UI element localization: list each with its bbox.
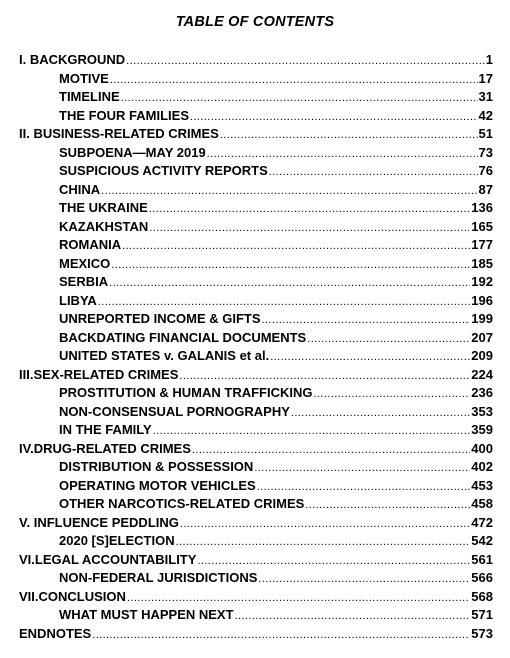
toc-page-number: 17 [478,70,493,86]
dot-leader [254,459,470,477]
dot-leader [307,330,470,348]
toc-entry-title: II. BUSINESS-RELATED CRIMES [19,126,219,141]
dot-leader [101,182,477,200]
dot-leader [291,404,470,422]
dot-leader [109,274,470,292]
dot-leader [149,219,470,237]
toc-page-number: 573 [471,625,493,641]
toc-subsection-entry[interactable] [59,329,493,348]
toc-subsection-entry[interactable] [59,236,493,255]
toc-entry-title: SUBPOENA—MAY 2019 [59,144,206,160]
toc-page-number: 76 [478,163,493,178]
toc-section-entry[interactable] [19,366,493,385]
toc-entry-title: IV.DRUG-RELATED CRIMES [19,440,191,456]
toc-section-entry[interactable] [19,440,493,459]
toc-page-number: 359 [471,422,493,437]
toc-page-number: 136 [471,200,493,215]
toc-subsection-entry[interactable] [59,384,493,403]
toc-subsection-entry[interactable] [59,162,493,181]
toc-section-entry[interactable] [19,588,493,607]
dot-leader [126,52,485,70]
dot-leader [127,589,470,607]
dot-leader [92,626,470,644]
dot-leader [257,478,471,496]
toc-entry-title: THE UKRAINE [59,200,148,215]
toc-section-entry[interactable] [19,625,493,644]
toc-page-number: 472 [471,514,493,530]
toc-page-number: 177 [471,237,493,252]
toc-page-number: 236 [471,385,493,400]
toc-section-entry[interactable] [19,514,493,533]
toc-page-number: 453 [471,477,493,493]
toc-entry-title: SERBIA [59,274,109,289]
toc-entry-title: CHINA [59,181,101,197]
toc-subsection-entry[interactable] [59,70,493,89]
toc-page-number: 402 [471,459,493,474]
toc-entry-title: BACKDATING FINANCIAL DOCUMENTS [59,329,307,345]
toc-entry-title: MEXICO [59,255,111,271]
toc-title: TABLE OF CONTENTS [175,14,335,30]
toc-entry-title: UNREPORTED INCOME & GIFTS [59,311,261,326]
toc-section-entry[interactable] [19,51,493,70]
toc-entry-title: 2020 [S]ELECTION [59,533,175,548]
toc-subsection-entry[interactable] [59,255,493,274]
toc-entry-title: IN THE FAMILY [59,422,152,437]
toc-entry-title: SUSPICIOUS ACTIVITY REPORTS [59,163,268,178]
toc-subsection-entry[interactable] [59,199,493,218]
toc-page-number: 209 [471,348,493,363]
toc-page-number: 185 [471,255,493,271]
toc-entry-title: ENDNOTES [19,625,92,641]
toc-section-entry[interactable] [19,125,493,144]
dot-leader [313,385,470,403]
dot-leader [190,108,478,126]
dot-leader [149,200,470,218]
dot-leader [176,533,471,551]
toc-page-number: 566 [471,570,493,585]
toc-entry-title: OPERATING MOTOR VEHICLES [59,477,256,493]
dot-leader [179,367,470,385]
toc-entry-title: UNITED STATES v. GALANIS et al. [59,348,270,363]
dot-leader [180,515,470,533]
toc-page-number: 87 [478,181,493,197]
dot-leader [207,145,478,163]
dot-leader [235,607,471,625]
toc-page-number: 73 [478,144,493,160]
toc-page-number: 400 [471,440,493,456]
toc-subsection-entry[interactable] [59,458,493,477]
toc-page-number: 196 [471,292,493,308]
dot-leader [258,570,470,588]
toc-page-number: 51 [478,126,493,141]
dot-leader [153,422,471,440]
toc-page-number: 568 [471,588,493,604]
toc-page-number: 1 [485,52,493,67]
dot-leader [110,71,478,89]
dot-leader [305,496,470,514]
toc-entry-title: LIBYA [59,292,97,308]
toc-subsection-entry[interactable] [59,403,493,422]
toc-page-number: 353 [471,403,493,419]
dot-leader [262,311,471,329]
toc-subsection-entry[interactable] [59,347,493,366]
toc-entry-title: MOTIVE [59,70,109,86]
dot-leader [98,293,470,311]
toc-page-number: 224 [471,366,493,382]
toc-subsection-entry[interactable] [59,107,493,126]
toc-entry-title: WHAT MUST HAPPEN NEXT [59,607,234,622]
toc-page-number: 199 [471,311,493,326]
dot-leader [197,552,470,570]
dot-leader [122,237,470,255]
toc-entry-title: NON-CONSENSUAL PORNOGRAPHY [59,403,290,419]
toc-page-number: 458 [471,496,493,511]
toc-subsection-entry[interactable] [59,218,493,237]
toc-page-number: 192 [471,274,493,289]
toc-page-number: 561 [471,551,493,567]
toc-subsection-entry[interactable] [59,421,493,440]
dot-leader [121,89,478,107]
toc-entry-title: ROMANIA [59,237,122,252]
toc-entry-title: PROSTITUTION & HUMAN TRAFFICKING [59,385,313,400]
toc-subsection-entry[interactable] [59,495,493,514]
toc-entry-title: I. BACKGROUND [19,52,126,67]
toc-subsection-entry[interactable] [59,292,493,311]
toc-entry-title: OTHER NARCOTICS-RELATED CRIMES [59,496,305,511]
toc-subsection-entry[interactable] [59,144,493,163]
toc-subsection-entry[interactable] [59,310,493,329]
toc-subsection-entry[interactable] [59,532,493,551]
toc-entry-title: TIMELINE [59,89,120,104]
toc-page-number: 165 [471,218,493,234]
toc-subsection-entry[interactable] [59,569,493,588]
toc-entry-title: III.SEX-RELATED CRIMES [19,366,179,382]
toc-page-number: 31 [478,89,493,104]
toc-subsection-entry[interactable] [59,606,493,625]
dot-leader [111,256,470,274]
toc-entry-title: DISTRIBUTION & POSSESSION [59,459,254,474]
toc-page-number: 42 [478,107,493,123]
toc-section-entry[interactable] [19,551,493,570]
toc-subsection-entry[interactable] [59,88,493,107]
toc-page-number: 571 [471,607,493,622]
toc-page-number: 207 [471,329,493,345]
dot-leader [269,163,478,181]
dot-leader [192,441,470,459]
toc-entry-title: VII.CONCLUSION [19,588,126,604]
toc-entry-title: KAZAKHSTAN [59,218,149,234]
toc-entry-title: THE FOUR FAMILIES [59,107,189,123]
toc-entry-title: VI.LEGAL ACCOUNTABILITY [19,551,197,567]
toc-subsection-entry[interactable] [59,477,493,496]
toc-entry-title: NON-FEDERAL JURISDICTIONS [59,570,258,585]
toc-subsection-entry[interactable] [59,273,493,292]
toc-page-number: 542 [471,533,493,548]
toc-entry-title: V. INFLUENCE PEDDLING [19,514,179,530]
dot-leader [220,126,478,144]
dot-leader [270,348,470,366]
toc-subsection-entry[interactable] [59,181,493,200]
